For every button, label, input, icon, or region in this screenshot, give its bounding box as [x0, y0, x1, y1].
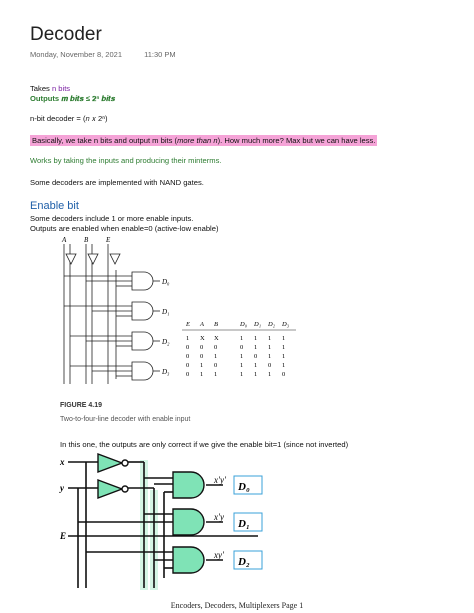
truth-table-cell: 0 [186, 353, 190, 360]
enable-line-1: Some decoders include 1 or more enable inputs. [30, 214, 194, 223]
decoder-circuit-diagram [56, 234, 188, 386]
svg-text:D₂: D₂ [268, 321, 275, 328]
enable-line-2: Outputs are enabled when enable=0 (active-low enable) [30, 224, 219, 233]
enable-heading: Enable bit [30, 200, 79, 212]
truth-table-cell: 0 [200, 344, 204, 351]
second-note: In this one, the outputs are only correct if we give the enable bit=1 (since not inverted) [60, 440, 349, 449]
page-meta [30, 50, 196, 59]
truth-table-cell: 1 [186, 335, 190, 342]
truth-table-cell: 1 [282, 335, 286, 342]
svg-text:A: A [200, 321, 204, 328]
output-d0: D₀ [238, 481, 250, 493]
figure-label: FIGURE 4.19 [60, 402, 103, 409]
truth-table-header [185, 321, 289, 328]
input-b-label: B [84, 236, 89, 244]
svg-text:D₀: D₀ [240, 321, 247, 328]
and-gate-d1-icon [173, 509, 204, 535]
truth-table-cell: 1 [268, 335, 272, 342]
truth-table-cell: 0 [214, 344, 218, 351]
truth-table-cell: 0 [282, 371, 286, 378]
truth-table-cell: 1 [200, 371, 204, 378]
nand-line: Some decoders are implemented with NAND gates. [30, 178, 204, 187]
output-d0-label: D₀ [162, 278, 170, 286]
svg-text:B: B [214, 321, 218, 328]
page-title: Decoder [30, 24, 102, 45]
works-line: Works by taking the inputs and producing their minterms. [30, 156, 222, 165]
truth-table-cell: 1 [254, 335, 258, 342]
figure-caption: Two-to-four-line decoder with enable input [60, 416, 191, 423]
input-e-label: E [106, 236, 111, 244]
output-d1-label: D₁ [162, 308, 170, 316]
truth-table-cell: 1 [254, 362, 258, 369]
truth-table-cell: 1 [282, 344, 286, 351]
truth-table-cell: 1 [268, 353, 272, 360]
truth-table-cell: 1 [254, 344, 258, 351]
truth-table-cell: 1 [268, 344, 272, 351]
outputs-line: Outputs 𝒎 𝒃𝒊𝒕𝒔 ≤ 𝟐ⁿ 𝒃𝒊𝒕𝒔 [30, 94, 116, 103]
truth-table-cell: 0 [186, 344, 190, 351]
svg-text:D₃: D₃ [282, 321, 289, 328]
not-gate-x-icon [98, 454, 122, 472]
output-d2: D₂ [238, 556, 250, 568]
output-d2-label: D₂ [162, 338, 170, 346]
page-time: 11:30 PM [144, 50, 176, 59]
truth-table-row [186, 344, 285, 351]
truth-table-cell: 1 [282, 353, 286, 360]
term-d0: x′y′ [214, 475, 226, 485]
truth-table-cell: X [200, 335, 205, 342]
truth-table-cell: 0 [214, 362, 218, 369]
truth-table-cell: 1 [268, 371, 272, 378]
truth-table-cell: 0 [268, 362, 272, 369]
truth-table [180, 318, 300, 380]
takes-line [30, 84, 70, 94]
page-date: Monday, November 8, 2021 [30, 50, 122, 59]
term-d2: xy′ [214, 550, 224, 560]
truth-table-cell: 1 [214, 353, 218, 360]
input-e-label-2: E [60, 531, 67, 541]
truth-table-cell: 0 [240, 344, 244, 351]
truth-table-cell: 0 [200, 353, 204, 360]
output-d1: D₁ [238, 518, 250, 530]
term-d1: x′y [214, 512, 224, 522]
and-gate-d2-icon [173, 547, 204, 573]
truth-table-cell: 1 [240, 362, 244, 369]
truth-table-cell: 1 [200, 362, 204, 369]
truth-table-row [186, 335, 285, 342]
page-footer: Encoders, Decoders, Multiplexers Page 1 [170, 601, 304, 610]
truth-table-cell: 1 [214, 371, 218, 378]
truth-table-cell: 1 [282, 362, 286, 369]
truth-table-cell: 1 [240, 335, 244, 342]
input-x-label: x [60, 457, 65, 467]
truth-table-cell: 0 [254, 353, 258, 360]
highlighted-text: Basically, we take n bits and output m bits (more than n). How much more? Max but we can have less. [32, 136, 376, 145]
not-gate-y-icon [98, 480, 122, 498]
input-a-label: A [62, 236, 67, 244]
truth-table-row [186, 371, 285, 378]
basically-line [30, 136, 377, 146]
truth-table-cell: 0 [186, 362, 190, 369]
truth-table-cell: 1 [254, 371, 258, 378]
takes-prefix: Takes [30, 84, 52, 93]
truth-table-row [186, 353, 285, 360]
svg-text:D₁: D₁ [254, 321, 261, 328]
truth-table-cell: 1 [240, 353, 244, 360]
truth-table-cell: 0 [186, 371, 190, 378]
output-d3-label: D₃ [162, 368, 170, 376]
input-y-label: y [60, 483, 64, 493]
takes-n: n bits [51, 84, 71, 93]
and-gate-d0-icon [173, 472, 204, 498]
truth-table-row [186, 362, 285, 369]
svg-text:E: E [186, 321, 190, 328]
truth-table-cell: X [214, 335, 219, 342]
truth-table-cell: 1 [240, 371, 244, 378]
decoder-circuit-2 [58, 450, 268, 595]
nbit-decoder-line: n-bit decoder = (𝑛 𝑥 2ⁿ) [30, 114, 108, 123]
